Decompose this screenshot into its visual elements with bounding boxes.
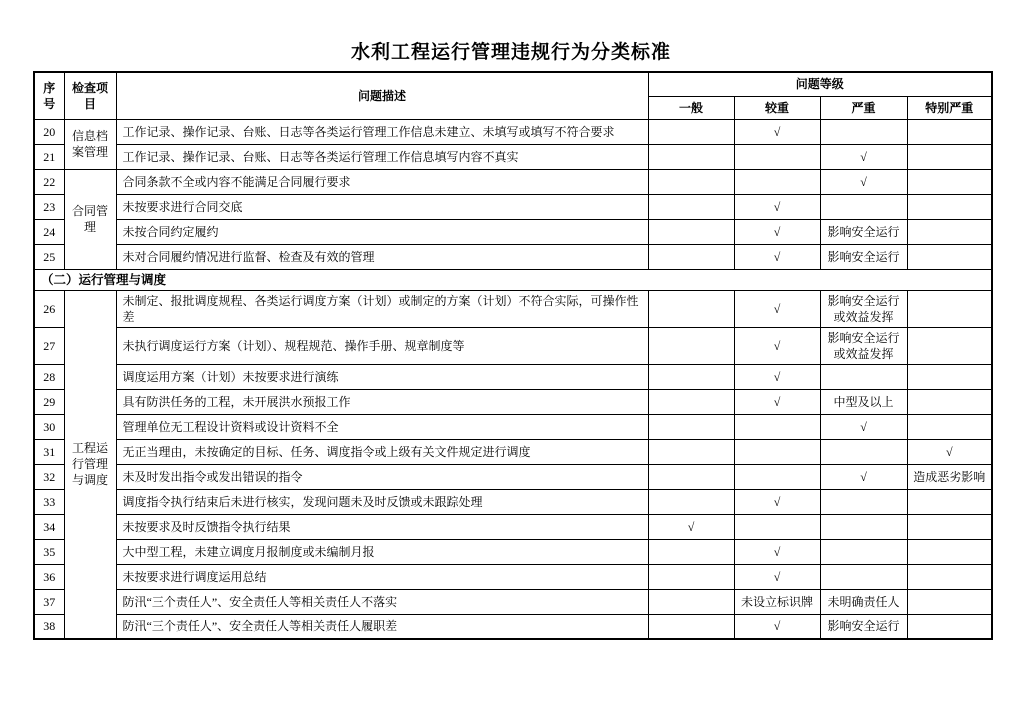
table-row-29	[34, 389, 992, 414]
table-row-26	[34, 290, 992, 327]
level-cell-moderate: √	[734, 290, 820, 327]
level-cell-severe	[820, 119, 907, 144]
row-number-cell: 38	[34, 614, 64, 639]
row-number-cell: 23	[34, 194, 64, 219]
level-cell-general	[648, 364, 734, 389]
level-cell-moderate	[734, 144, 820, 169]
level-cell-moderate	[734, 464, 820, 489]
level-cell-extreme	[907, 589, 992, 614]
category-cell: 工程运行管理与调度	[64, 290, 116, 639]
description-cell: 未执行调度运行方案（计划）、规程规范、操作手册、规章制度等	[116, 327, 648, 364]
level-cell-moderate: √	[734, 389, 820, 414]
row-number-cell: 35	[34, 539, 64, 564]
violation-classification-table	[33, 71, 993, 640]
level-cell-general	[648, 327, 734, 364]
header-level-moderate: 较重	[734, 96, 820, 119]
level-cell-extreme	[907, 194, 992, 219]
level-cell-general	[648, 219, 734, 244]
level-cell-extreme	[907, 564, 992, 589]
level-cell-general	[648, 439, 734, 464]
row-number-cell: 21	[34, 144, 64, 169]
row-number-cell: 27	[34, 327, 64, 364]
table-row-23	[34, 194, 992, 219]
row-number-cell: 28	[34, 364, 64, 389]
row-number-cell: 25	[34, 244, 64, 269]
level-cell-general	[648, 464, 734, 489]
table-row-34	[34, 514, 992, 539]
level-cell-general	[648, 244, 734, 269]
row-number-cell: 34	[34, 514, 64, 539]
header-level-extreme: 特别严重	[907, 96, 992, 119]
level-cell-severe: 影响安全运行	[820, 244, 907, 269]
table-row-32	[34, 464, 992, 489]
level-cell-moderate: √	[734, 194, 820, 219]
level-cell-severe	[820, 539, 907, 564]
level-cell-moderate: √	[734, 119, 820, 144]
table-row-20	[34, 119, 992, 144]
section-header-label: （二）运行管理与调度	[34, 269, 992, 290]
level-cell-severe: √	[820, 414, 907, 439]
description-cell: 防汛“三个责任人”、安全责任人等相关责任人履职差	[116, 614, 648, 639]
level-cell-extreme	[907, 119, 992, 144]
level-cell-extreme	[907, 614, 992, 639]
level-cell-moderate: √	[734, 614, 820, 639]
level-cell-severe: 中型及以上	[820, 389, 907, 414]
level-cell-general	[648, 194, 734, 219]
description-cell: 调度运用方案（计划）未按要求进行演练	[116, 364, 648, 389]
table-row-25	[34, 244, 992, 269]
description-cell: 合同条款不全或内容不能满足合同履行要求	[116, 169, 648, 194]
level-cell-severe: 影响安全运行	[820, 614, 907, 639]
level-cell-severe: 影响安全运行	[820, 219, 907, 244]
table-row-30	[34, 414, 992, 439]
row-number-cell: 26	[34, 290, 64, 327]
level-cell-severe: 影响安全运行或效益发挥	[820, 327, 907, 364]
table-row-27	[34, 327, 992, 364]
level-cell-extreme	[907, 327, 992, 364]
description-cell: 未按合同约定履约	[116, 219, 648, 244]
level-cell-severe	[820, 564, 907, 589]
description-cell: 未按要求进行合同交底	[116, 194, 648, 219]
description-cell: 未制定、报批调度规程、各类运行调度方案（计划）或制定的方案（计划）不符合实际，可操作性差	[116, 290, 648, 327]
row-number-cell: 20	[34, 119, 64, 144]
level-cell-moderate: 未设立标识牌	[734, 589, 820, 614]
level-cell-extreme	[907, 489, 992, 514]
level-cell-general	[648, 539, 734, 564]
level-cell-extreme	[907, 219, 992, 244]
level-cell-general	[648, 389, 734, 414]
level-cell-extreme: √	[907, 439, 992, 464]
table-row-21	[34, 144, 992, 169]
row-number-cell: 33	[34, 489, 64, 514]
level-cell-general	[648, 564, 734, 589]
header-level-general: 一般	[648, 96, 734, 119]
level-cell-moderate: √	[734, 539, 820, 564]
level-cell-moderate: √	[734, 364, 820, 389]
table-header	[34, 72, 992, 119]
table-row-33	[34, 489, 992, 514]
header-problem-description: 问题描述	[116, 72, 648, 119]
row-number-cell: 24	[34, 219, 64, 244]
level-cell-moderate: √	[734, 327, 820, 364]
level-cell-extreme	[907, 364, 992, 389]
level-cell-moderate: √	[734, 219, 820, 244]
row-number-cell: 37	[34, 589, 64, 614]
section-row	[34, 269, 992, 290]
level-cell-severe	[820, 194, 907, 219]
table-row-24	[34, 219, 992, 244]
description-cell: 未按要求及时反馈指令执行结果	[116, 514, 648, 539]
header-row-top	[34, 72, 992, 96]
table-row-36	[34, 564, 992, 589]
table-row-35	[34, 539, 992, 564]
level-cell-extreme	[907, 169, 992, 194]
level-cell-extreme	[907, 414, 992, 439]
row-number-cell: 31	[34, 439, 64, 464]
row-number-cell: 32	[34, 464, 64, 489]
row-number-cell: 29	[34, 389, 64, 414]
level-cell-severe	[820, 364, 907, 389]
level-cell-general	[648, 614, 734, 639]
header-no: 序号	[34, 72, 64, 119]
description-cell: 工作记录、操作记录、台账、日志等各类运行管理工作信息填写内容不真实	[116, 144, 648, 169]
level-cell-severe: √	[820, 144, 907, 169]
level-cell-general	[648, 489, 734, 514]
table-row-38	[34, 614, 992, 639]
level-cell-moderate: √	[734, 564, 820, 589]
table-body	[34, 119, 992, 639]
category-cell: 信息档案管理	[64, 119, 116, 169]
table-row-37	[34, 589, 992, 614]
table-row-22	[34, 169, 992, 194]
description-cell: 大中型工程，未建立调度月报制度或未编制月报	[116, 539, 648, 564]
level-cell-general	[648, 589, 734, 614]
row-number-cell: 36	[34, 564, 64, 589]
category-cell: 合同管理	[64, 169, 116, 269]
level-cell-general	[648, 414, 734, 439]
description-cell: 未对合同履约情况进行监督、检查及有效的管理	[116, 244, 648, 269]
level-cell-extreme	[907, 539, 992, 564]
level-cell-moderate	[734, 414, 820, 439]
header-inspection-item: 检查项目	[64, 72, 116, 119]
level-cell-general	[648, 169, 734, 194]
description-cell: 具有防洪任务的工程，未开展洪水预报工作	[116, 389, 648, 414]
level-cell-extreme	[907, 389, 992, 414]
header-problem-level-group: 问题等级	[648, 72, 992, 96]
level-cell-extreme	[907, 244, 992, 269]
level-cell-severe: √	[820, 464, 907, 489]
level-cell-moderate	[734, 439, 820, 464]
table-row-28	[34, 364, 992, 389]
level-cell-severe	[820, 514, 907, 539]
description-cell: 未及时发出指令或发出错误的指令	[116, 464, 648, 489]
level-cell-extreme	[907, 514, 992, 539]
description-cell: 未按要求进行调度运用总结	[116, 564, 648, 589]
level-cell-extreme	[907, 290, 992, 327]
level-cell-moderate: √	[734, 489, 820, 514]
level-cell-severe	[820, 489, 907, 514]
level-cell-general	[648, 290, 734, 327]
table-row-31	[34, 439, 992, 464]
page-title: 水利工程运行管理违规行为分类标准	[350, 42, 671, 63]
level-cell-extreme	[907, 144, 992, 169]
description-cell: 管理单位无工程设计资料或设计资料不全	[116, 414, 648, 439]
level-cell-severe: √	[820, 169, 907, 194]
level-cell-moderate: √	[734, 244, 820, 269]
level-cell-general: √	[648, 514, 734, 539]
description-cell: 无正当理由，未按确定的目标、任务、调度指令或上级有关文件规定进行调度	[116, 439, 648, 464]
level-cell-general	[648, 144, 734, 169]
level-cell-moderate	[734, 169, 820, 194]
description-cell: 调度指令执行结束后未进行核实，发现问题未及时反馈或未跟踪处理	[116, 489, 648, 514]
level-cell-severe: 未明确责任人	[820, 589, 907, 614]
row-number-cell: 30	[34, 414, 64, 439]
level-cell-severe: 影响安全运行或效益发挥	[820, 290, 907, 327]
level-cell-moderate	[734, 514, 820, 539]
level-cell-severe	[820, 439, 907, 464]
description-cell: 防汛“三个责任人”、安全责任人等相关责任人不落实	[116, 589, 648, 614]
level-cell-general	[648, 119, 734, 144]
level-cell-extreme: 造成恶劣影响	[907, 464, 992, 489]
header-level-severe: 严重	[820, 96, 907, 119]
row-number-cell: 22	[34, 169, 64, 194]
description-cell: 工作记录、操作记录、台账、日志等各类运行管理工作信息未建立、未填写或填写不符合要求	[116, 119, 648, 144]
